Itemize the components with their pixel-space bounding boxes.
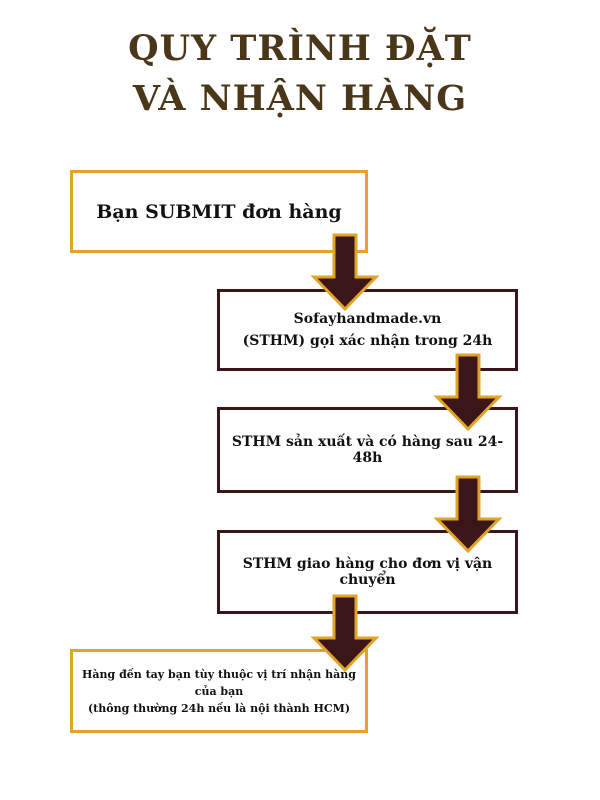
arrow-down-icon <box>310 232 380 312</box>
title-line-2: VÀ NHẬN HÀNG <box>132 78 468 119</box>
arrow-down-icon <box>433 352 503 432</box>
step-label: (STHM) gọi xác nhận trong 24h <box>242 333 493 349</box>
step-label: (thông thường 24h nếu là nội thành HCM) <box>87 701 351 715</box>
step-label: Hàng đến tay bạn tùy thuộc vị trí nhận hàng của bạn <box>82 667 356 698</box>
arrow-down-icon <box>433 474 503 554</box>
arrow-down-icon <box>310 593 380 673</box>
title-line-1: QUY TRÌNH ĐẶT <box>128 28 472 69</box>
step-label: Bạn SUBMIT đơn hàng <box>96 200 342 223</box>
step-label: Sofayhandmade.vn <box>293 311 442 327</box>
step-label: STHM sản xuất và có hàng sau 24-48h <box>231 434 504 466</box>
step-label: STHM giao hàng cho đơn vị vận chuyển <box>242 556 493 588</box>
